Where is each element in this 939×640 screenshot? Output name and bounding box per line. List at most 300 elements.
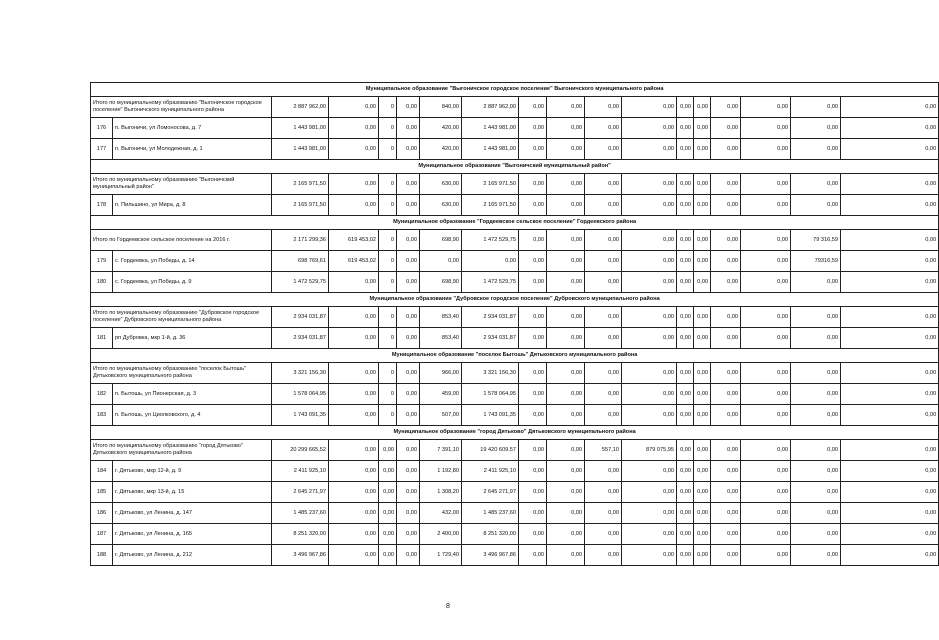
value-cell: 0,00	[741, 524, 791, 545]
row-number-cell: 183	[91, 405, 113, 426]
value-cell: 0,00	[329, 405, 379, 426]
total-value-cell: 0,00	[329, 363, 379, 384]
value-cell: 2 165 971,50	[272, 195, 329, 216]
value-cell: 0,00	[622, 272, 677, 293]
row-number-cell: 179	[91, 251, 113, 272]
value-cell: 0,00	[677, 503, 694, 524]
value-cell: 0,00	[677, 482, 694, 503]
value-cell: 0,00	[547, 545, 585, 566]
value-cell: 0,00	[622, 405, 677, 426]
value-cell: 3 496 967,86	[462, 545, 519, 566]
address-cell: п. Пильшино, ул Мира, д. 8	[113, 195, 272, 216]
value-cell: 0,00	[711, 461, 741, 482]
total-value-cell: 0,00	[841, 230, 939, 251]
value-cell: 0,00	[741, 251, 791, 272]
total-value-cell: 0	[379, 230, 397, 251]
value-cell: 0,00	[622, 524, 677, 545]
total-label: Итого по муниципальному образованию "Выгоничское городское поселение" Выгоничского муниципального района	[91, 97, 272, 118]
value-cell: 0,00	[791, 272, 841, 293]
value-cell: 2 934 031,87	[272, 328, 329, 349]
value-cell: 698,90	[420, 272, 462, 293]
value-cell: 0,00	[711, 503, 741, 524]
value-cell: 0,00	[841, 118, 939, 139]
value-cell: 2 165 971,50	[462, 195, 519, 216]
value-cell: 1 485 237,60	[272, 503, 329, 524]
total-value-cell: 0,00	[711, 440, 741, 461]
row-number-cell: 187	[91, 524, 113, 545]
table-row	[91, 405, 939, 426]
section-header-row	[91, 293, 939, 307]
total-value-cell: 0,00	[841, 440, 939, 461]
total-value-cell: 20 299 665,52	[272, 440, 329, 461]
total-value-cell: 0,00	[519, 307, 547, 328]
value-cell: 1 308,20	[420, 482, 462, 503]
total-value-cell: 557,10	[585, 440, 622, 461]
value-cell: 0,00	[841, 545, 939, 566]
value-cell: 0,00	[379, 545, 397, 566]
total-value-cell: 3 321 156,30	[272, 363, 329, 384]
value-cell: 0,00	[622, 195, 677, 216]
value-cell: 0,00	[585, 195, 622, 216]
total-value-cell: 0,00	[741, 174, 791, 195]
value-cell: 0,00	[585, 503, 622, 524]
total-value-cell: 0,00	[791, 307, 841, 328]
section-header: Муниципальное образование "Дубровское городское поселение" Дубровского муниципального района	[91, 293, 939, 307]
section-header: Муниципальное образование "Гордеевское сельское поселение" Гордеевского района	[91, 216, 939, 230]
total-value-cell: 0,00	[329, 174, 379, 195]
value-cell: 0,00	[397, 545, 420, 566]
total-value-cell: 0,00	[711, 363, 741, 384]
value-cell: 0,00	[791, 118, 841, 139]
value-cell: 0,00	[841, 328, 939, 349]
total-value-cell: 0,00	[329, 440, 379, 461]
value-cell: 0,00	[841, 384, 939, 405]
value-cell: 0,00	[519, 545, 547, 566]
total-value-cell: 0,00	[791, 97, 841, 118]
total-value-cell: 0,00	[622, 363, 677, 384]
total-value-cell: 698,90	[420, 230, 462, 251]
value-cell: 0,00	[694, 482, 711, 503]
value-cell: 0,00	[694, 384, 711, 405]
total-value-cell: 853,40	[420, 307, 462, 328]
total-value-cell: 0,00	[547, 307, 585, 328]
total-value-cell: 0,00	[547, 174, 585, 195]
table-body	[91, 83, 939, 566]
value-cell: 79316,59	[791, 251, 841, 272]
value-cell: 0,00	[791, 405, 841, 426]
total-value-cell: 0,00	[547, 363, 585, 384]
value-cell: 459,00	[420, 384, 462, 405]
value-cell: 0,00	[547, 405, 585, 426]
total-label: Итого по муниципальному образованию "Выгоничский муниципальный район"	[91, 174, 272, 195]
value-cell: 0,00	[329, 524, 379, 545]
value-cell: 1 743 091,35	[272, 405, 329, 426]
value-cell: 0,00	[547, 272, 585, 293]
value-cell: 0,00	[741, 461, 791, 482]
section-total-row	[91, 440, 939, 461]
address-cell: рп Дубровка, мкр 1-й, д. 36	[113, 328, 272, 349]
value-cell: 698 769,61	[272, 251, 329, 272]
total-value-cell: 0,00	[677, 440, 694, 461]
total-value-cell: 0,00	[694, 440, 711, 461]
value-cell: 1 472 529,75	[272, 272, 329, 293]
value-cell: 0,00	[622, 503, 677, 524]
value-cell: 0,00	[547, 384, 585, 405]
value-cell: 0,00	[379, 524, 397, 545]
value-cell: 0,00	[585, 405, 622, 426]
value-cell: 1 472 529,75	[462, 272, 519, 293]
value-cell: 1 192,80	[420, 461, 462, 482]
value-cell: 0,00	[379, 503, 397, 524]
table-row	[91, 524, 939, 545]
address-cell: п. Бытошь, ул Пионерская, д. 3	[113, 384, 272, 405]
table-row	[91, 461, 939, 482]
section-total-row	[91, 230, 939, 251]
total-value-cell: 0,00	[677, 174, 694, 195]
total-value-cell: 2 165 971,50	[272, 174, 329, 195]
value-cell: 0,00	[622, 545, 677, 566]
total-value-cell: 0,00	[519, 363, 547, 384]
value-cell: 0,00	[585, 272, 622, 293]
value-cell: 0,00	[329, 384, 379, 405]
value-cell: 853,40	[420, 328, 462, 349]
value-cell: 0,00	[585, 545, 622, 566]
table-row	[91, 482, 939, 503]
value-cell: 0,00	[741, 545, 791, 566]
total-label: Итого по Гордеевское сельское поселение на 2016 г.	[91, 230, 272, 251]
value-cell: 0,00	[677, 251, 694, 272]
total-value-cell: 0,00	[547, 440, 585, 461]
value-cell: 0,00	[741, 139, 791, 160]
value-cell: 0,00	[547, 328, 585, 349]
total-value-cell: 0,00	[397, 230, 420, 251]
value-cell: 0	[379, 272, 397, 293]
table-row	[91, 545, 939, 566]
total-value-cell: 0,00	[741, 230, 791, 251]
value-cell: 0,00	[741, 405, 791, 426]
address-cell: п. Бытошь, ул Циолковского, д. 4	[113, 405, 272, 426]
total-value-cell: 0	[379, 363, 397, 384]
value-cell: 0,00	[519, 195, 547, 216]
total-value-cell: 0,00	[694, 230, 711, 251]
value-cell: 0,00	[329, 328, 379, 349]
value-cell: 0,00	[585, 118, 622, 139]
total-value-cell: 0,00	[841, 363, 939, 384]
value-cell: 0,00	[585, 328, 622, 349]
total-value-cell: 0,00	[397, 97, 420, 118]
row-number-cell: 184	[91, 461, 113, 482]
address-cell: г. Дятьково, мкр 13-й, д. 15	[113, 482, 272, 503]
total-value-cell: 0,00	[841, 307, 939, 328]
total-value-cell: 0,00	[622, 230, 677, 251]
value-cell: 0,00	[547, 118, 585, 139]
value-cell: 0,00	[547, 195, 585, 216]
total-value-cell: 0,00	[841, 97, 939, 118]
value-cell: 1 443 981,00	[272, 139, 329, 160]
value-cell: 0,00	[741, 118, 791, 139]
value-cell: 0,00	[694, 461, 711, 482]
value-cell: 0,00	[841, 195, 939, 216]
value-cell: 1 443 981,00	[462, 139, 519, 160]
value-cell: 0,00	[694, 405, 711, 426]
table-row	[91, 251, 939, 272]
total-value-cell: 0,00	[397, 363, 420, 384]
total-value-cell: 0	[379, 174, 397, 195]
total-value-cell: 0,00	[841, 174, 939, 195]
value-cell: 0,00	[741, 384, 791, 405]
total-value-cell: 0,00	[711, 97, 741, 118]
table-row	[91, 195, 939, 216]
value-cell: 0,00	[397, 251, 420, 272]
value-cell: 0,00	[791, 524, 841, 545]
value-cell: 0,00	[711, 251, 741, 272]
total-value-cell: 0,00	[677, 230, 694, 251]
value-cell: 0,00	[711, 195, 741, 216]
total-value-cell: 0,00	[741, 440, 791, 461]
total-value-cell: 0,00	[711, 230, 741, 251]
value-cell: 0,00	[711, 524, 741, 545]
value-cell: 0,00	[397, 195, 420, 216]
section-header-row	[91, 160, 939, 174]
value-cell: 0,00	[741, 272, 791, 293]
value-cell: 0,00	[791, 461, 841, 482]
total-value-cell: 0,00	[694, 363, 711, 384]
total-value-cell: 19 420 609,57	[462, 440, 519, 461]
value-cell: 0,00	[397, 139, 420, 160]
value-cell: 0,00	[329, 503, 379, 524]
value-cell: 0,00	[711, 545, 741, 566]
total-value-cell: 2 934 031,87	[272, 307, 329, 328]
value-cell: 0,00	[329, 272, 379, 293]
value-cell: 0,00	[397, 328, 420, 349]
value-cell: 0,00	[694, 524, 711, 545]
value-cell: 0,00	[622, 118, 677, 139]
table-row	[91, 503, 939, 524]
value-cell: 0,00	[397, 503, 420, 524]
value-cell: 0,00	[841, 461, 939, 482]
value-cell: 0,00	[694, 503, 711, 524]
value-cell: 0,00	[397, 461, 420, 482]
total-value-cell: 0,00	[741, 363, 791, 384]
total-value-cell: 0,00	[585, 307, 622, 328]
value-cell: 2 411 925,10	[272, 461, 329, 482]
total-value-cell: 79 316,59	[791, 230, 841, 251]
total-value-cell: 0	[379, 307, 397, 328]
value-cell: 0,00	[329, 118, 379, 139]
value-cell: 0,00	[519, 503, 547, 524]
value-cell: 2 934 031,87	[462, 328, 519, 349]
value-cell: 619 453,02	[329, 251, 379, 272]
total-value-cell: 0,00	[547, 230, 585, 251]
value-cell: 0,00	[694, 545, 711, 566]
value-cell: 0,00	[519, 405, 547, 426]
total-label: Итого по муниципальному образованию "поселок Бытошь" Дятьковского муниципального района	[91, 363, 272, 384]
value-cell: 1 443 981,00	[272, 118, 329, 139]
total-value-cell: 0,00	[519, 97, 547, 118]
value-cell: 420,00	[420, 139, 462, 160]
total-value-cell: 0,00	[791, 174, 841, 195]
total-value-cell: 0,00	[519, 174, 547, 195]
value-cell: 0,00	[711, 139, 741, 160]
value-cell: 0,00	[622, 482, 677, 503]
total-value-cell: 7 391,10	[420, 440, 462, 461]
value-cell: 420,00	[420, 118, 462, 139]
value-cell: 0,00	[791, 195, 841, 216]
value-cell: 0,00	[677, 139, 694, 160]
value-cell: 0	[379, 328, 397, 349]
address-cell: п. Выгоничи, ул Ломоносова, д. 7	[113, 118, 272, 139]
total-value-cell: 840,00	[420, 97, 462, 118]
value-cell: 0,00	[519, 524, 547, 545]
total-value-cell: 879 075,95	[622, 440, 677, 461]
value-cell: 0,00	[519, 139, 547, 160]
total-value-cell: 619 453,02	[329, 230, 379, 251]
value-cell: 432,00	[420, 503, 462, 524]
address-cell: с. Гордеевка, ул Победы, д. 14	[113, 251, 272, 272]
total-value-cell: 0,00	[791, 363, 841, 384]
value-cell: 0,00	[841, 524, 939, 545]
total-value-cell: 0,00	[694, 97, 711, 118]
value-cell: 0,00	[741, 195, 791, 216]
value-cell: 0,00	[519, 482, 547, 503]
value-cell: 0,00	[585, 524, 622, 545]
value-cell: 0,00	[694, 118, 711, 139]
total-value-cell: 0,00	[585, 230, 622, 251]
value-cell: 0	[379, 195, 397, 216]
table-row	[91, 272, 939, 293]
value-cell: 0,00	[379, 482, 397, 503]
row-number-cell: 177	[91, 139, 113, 160]
section-header-row	[91, 216, 939, 230]
value-cell: 0,00	[547, 503, 585, 524]
total-label: Итого по муниципальному образованию "город Дятьково" Дятьковского муниципального района	[91, 440, 272, 461]
total-value-cell: 0,00	[622, 307, 677, 328]
value-cell: 0,00	[622, 251, 677, 272]
value-cell: 0,00	[519, 251, 547, 272]
section-total-row	[91, 363, 939, 384]
total-value-cell: 2 887 962,00	[462, 97, 519, 118]
total-value-cell: 0,00	[519, 230, 547, 251]
value-cell: 0,00	[677, 405, 694, 426]
value-cell: 0,00	[694, 195, 711, 216]
value-cell: 0,00	[397, 272, 420, 293]
value-cell: 0,00	[841, 251, 939, 272]
address-cell: п. Выгоничи, ул Молодежная, д. 1	[113, 139, 272, 160]
value-cell: 0,00	[329, 461, 379, 482]
capital-repair-table	[90, 82, 939, 566]
row-number-cell: 186	[91, 503, 113, 524]
value-cell: 0,00	[677, 272, 694, 293]
value-cell: 0,00	[622, 384, 677, 405]
value-cell: 0,00	[329, 482, 379, 503]
value-cell: 0,00	[711, 384, 741, 405]
value-cell: 2 645 271,97	[272, 482, 329, 503]
value-cell: 0,00	[379, 461, 397, 482]
value-cell: 8 251 320,00	[272, 524, 329, 545]
total-value-cell: 0,00	[677, 97, 694, 118]
row-number-cell: 178	[91, 195, 113, 216]
section-header: Муниципальное образование "поселок Бытошь" Дятьковского муниципального района	[91, 349, 939, 363]
value-cell: 0,00	[711, 405, 741, 426]
total-value-cell: 0,00	[329, 307, 379, 328]
value-cell: 1 485 237,60	[462, 503, 519, 524]
value-cell: 0	[379, 405, 397, 426]
total-value-cell: 1 472 529,75	[462, 230, 519, 251]
total-value-cell: 0,00	[694, 174, 711, 195]
value-cell: 0,00	[547, 461, 585, 482]
value-cell: 0,00	[791, 139, 841, 160]
value-cell: 0,00	[622, 328, 677, 349]
value-cell: 0,00	[329, 545, 379, 566]
value-cell: 0,00	[547, 251, 585, 272]
value-cell: 0	[379, 251, 397, 272]
value-cell: 0,00	[677, 384, 694, 405]
total-value-cell: 0,00	[329, 97, 379, 118]
value-cell: 0,00	[585, 461, 622, 482]
total-value-cell: 630,00	[420, 174, 462, 195]
total-value-cell: 3 321 156,30	[462, 363, 519, 384]
value-cell: 0,00	[694, 272, 711, 293]
total-value-cell: 0,00	[677, 363, 694, 384]
total-value-cell: 0,00	[547, 97, 585, 118]
value-cell: 0,00	[397, 482, 420, 503]
section-total-row	[91, 97, 939, 118]
section-header-row	[91, 349, 939, 363]
total-value-cell: 966,00	[420, 363, 462, 384]
value-cell: 1 443 981,00	[462, 118, 519, 139]
value-cell: 1 743 091,35	[462, 405, 519, 426]
total-label: Итого по муниципальному образованию "Дубровское городское поселение" Дубровского муниципального района	[91, 307, 272, 328]
value-cell: 0	[379, 139, 397, 160]
total-value-cell: 0,00	[622, 97, 677, 118]
value-cell: 0,00	[519, 328, 547, 349]
value-cell: 0,00	[329, 195, 379, 216]
table-row	[91, 384, 939, 405]
value-cell: 0,00	[711, 118, 741, 139]
value-cell: 0	[379, 384, 397, 405]
row-number-cell: 182	[91, 384, 113, 405]
total-value-cell: 2 887 962,00	[272, 97, 329, 118]
section-header: Муниципальное образование "Выгоничский муниципальный район"	[91, 160, 939, 174]
address-cell: с. Гордеевка, ул Победы, д. 9	[113, 272, 272, 293]
address-cell: г. Дятьково, ул Ленина, д. 147	[113, 503, 272, 524]
address-cell: г. Дятьково, мкр 12-й, д. 9	[113, 461, 272, 482]
total-value-cell: 0,00	[585, 97, 622, 118]
total-value-cell: 2 165 971,50	[462, 174, 519, 195]
value-cell: 0,00	[841, 503, 939, 524]
value-cell: 0,00	[694, 328, 711, 349]
value-cell: 0,00	[585, 384, 622, 405]
value-cell: 0,00	[711, 482, 741, 503]
value-cell: 0,00	[677, 545, 694, 566]
value-cell: 1 578 064,95	[272, 384, 329, 405]
value-cell: 2 400,00	[420, 524, 462, 545]
section-header-row	[91, 426, 939, 440]
value-cell: 0,00	[519, 461, 547, 482]
total-value-cell: 0,00	[741, 307, 791, 328]
value-cell: 0,00	[841, 139, 939, 160]
total-value-cell: 0,00	[397, 307, 420, 328]
total-value-cell: 0,00	[694, 307, 711, 328]
value-cell: 0,00	[694, 139, 711, 160]
value-cell: 0,00	[841, 482, 939, 503]
value-cell: 0,00	[547, 139, 585, 160]
section-header-row	[91, 83, 939, 97]
total-value-cell: 0,00	[741, 97, 791, 118]
address-cell: г. Дятьково, ул Ленина, д. 165	[113, 524, 272, 545]
address-cell: г. Дятьково, ул Ленина, д. 212	[113, 545, 272, 566]
value-cell: 0,00	[791, 545, 841, 566]
